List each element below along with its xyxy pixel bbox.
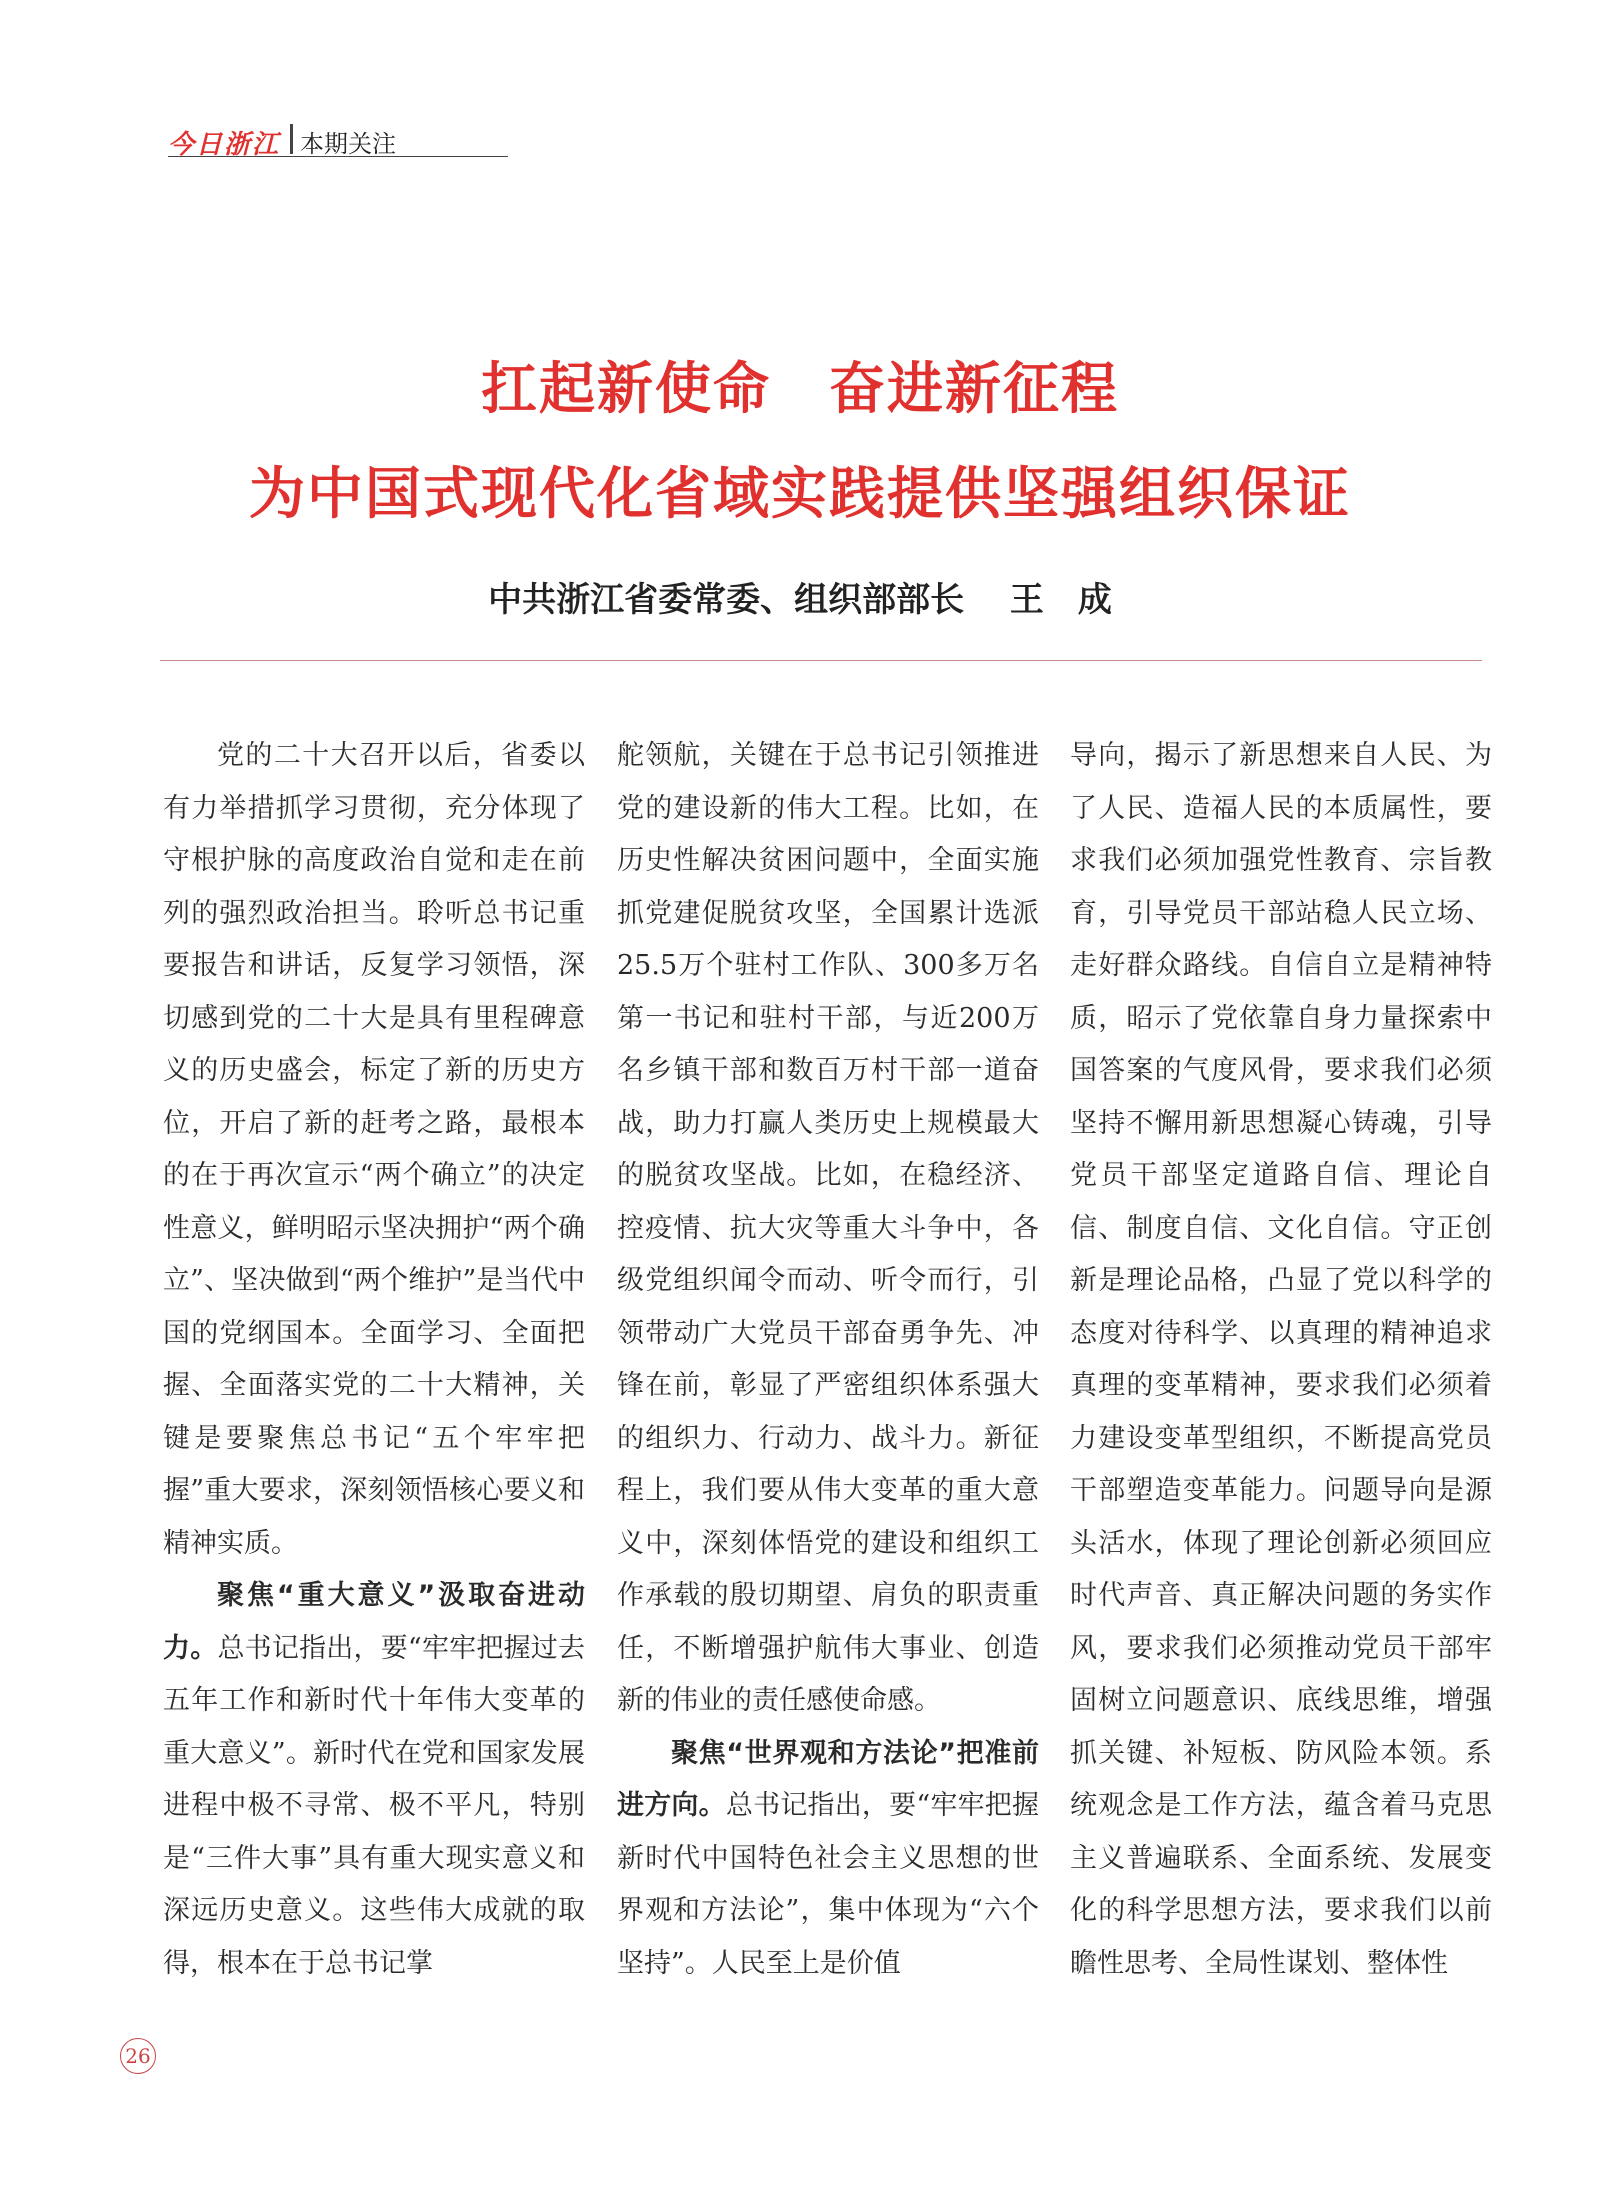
- paragraph-text: 总书记指出，要“牢牢把握新时代中国特色社会主义思想的世界观和方法论”，集中体现为“六个坚持”。人民至上是价值: [617, 1790, 1039, 1979]
- page-number: 26: [120, 2038, 156, 2074]
- paragraph: 舵领航，关键在于总书记引领推进党的建设新的伟大工程。比如，在历史性解决贫困问题中，全面实施抓党建促脱贫攻坚，全国累计选派25.5万个驻村工作队、300多万名第一书记和驻村干部，与近200万名乡镇干部和数百万村干部一道奋战，助力打赢人类历史上规模最大的脱贫攻坚战。比如，在稳经济、控疫情、抗大灾等重大斗争中，各级党组织闻令而动、听令而行，引领带动广大党员干部奋勇争先、冲锋在前，彰显了严密组织体系强大的组织力、行动力、战斗力。新征程上，我们要从伟大变革的重大意义中，深刻体悟党的建设和组织工作承载的殷切期望、肩负的职责重任，不断增强护航伟大事业、创造新的伟业的责任感使命感。: [617, 740, 1039, 1716]
- section-heading: 聚焦“世界观和方法论”把准前进方向。: [617, 1737, 1039, 1821]
- section-label: 本期关注: [300, 130, 396, 158]
- paragraph: 导向，揭示了新思想来自人民、为了人民、造福人民的本质属性，要求我们必须加强党性教育、宗旨教育，引导党员干部站稳人民立场、走好群众路线。自信自立是精神特质，昭示了党依靠自身力量探索中国答案的气度风骨，要求我们必须坚持不懈用新思想凝心铸魂，引导党员干部坚定道路自信、理论自信、制度自信、文化自信。守正创新是理论品格，凸显了党以科学的态度对待科学、以真理的精神追求真理的变革精神，要求我们必须着力建设变革型组织，不断提高党员干部塑造变革能力。问题导向是源头活水，体现了理论创新必须回应时代声音、真正解决问题的务实作风，要求我们必须推动党员干部牢固树立问题意识、底线思维，增强抓关键、补短板、防风险本领。系统观念是工作方法，蕴含着马克思主义普遍联系、全面系统、发展变化的科学思想方法，要求我们以前瞻性思考、全局性谋划、整体性: [1070, 740, 1492, 1979]
- author-byline: 中共浙江省委常委、组织部部长 王 成: [488, 580, 1112, 620]
- page-header: [168, 120, 508, 160]
- paragraph: [617, 1728, 1039, 1991]
- paragraph-text: 总书记指出，要“牢牢把握过去五年工作和新时代十年伟大变革的重大意义”。新时代在党和国家发展进程中极不寻常、极不平凡，特别是“三件大事”具有重大现实意义和深远历史意义。这些伟大成就的取得，根本在于总书记掌: [163, 1632, 586, 1979]
- article-title-line-1: 扛起新使命 奋进新征程: [481, 357, 1119, 422]
- paragraph: [163, 1570, 585, 1990]
- magazine-logo: 今日浙江: [168, 130, 281, 160]
- text-column-1: [163, 730, 585, 1990]
- paragraph: 党的二十大召开以后，省委以有力举措抓学习贯彻，充分体现了守根护脉的高度政治自觉和走在前列的强烈政治担当。聆听总书记重要报告和讲话，反复学习领悟，深切感到党的二十大是具有里程碑意义的历史盛会，标定了新的历史方位，开启了新的赶考之路，最根本的在于再次宣示“两个确立”的决定性意义，鲜明昭示坚决拥护“两个确立”、坚决做到“两个维护”是当代中国的党纲国本。全面学习、全面把握、全面落实党的二十大精神，关键是要聚焦总书记“五个牢牢把握”重大要求，深刻领悟核心要义和精神实质。: [163, 740, 585, 1559]
- section-heading: 聚焦“重大意义”汲取奋进动力。: [163, 1580, 585, 1664]
- text-column-3: [1070, 730, 1492, 1990]
- header-divider: [290, 124, 293, 154]
- text-column-2: [617, 730, 1039, 1990]
- title-rule: [160, 660, 1482, 661]
- article-title-line-2: 为中国式现代化省域实践提供坚强组织保证: [249, 462, 1351, 527]
